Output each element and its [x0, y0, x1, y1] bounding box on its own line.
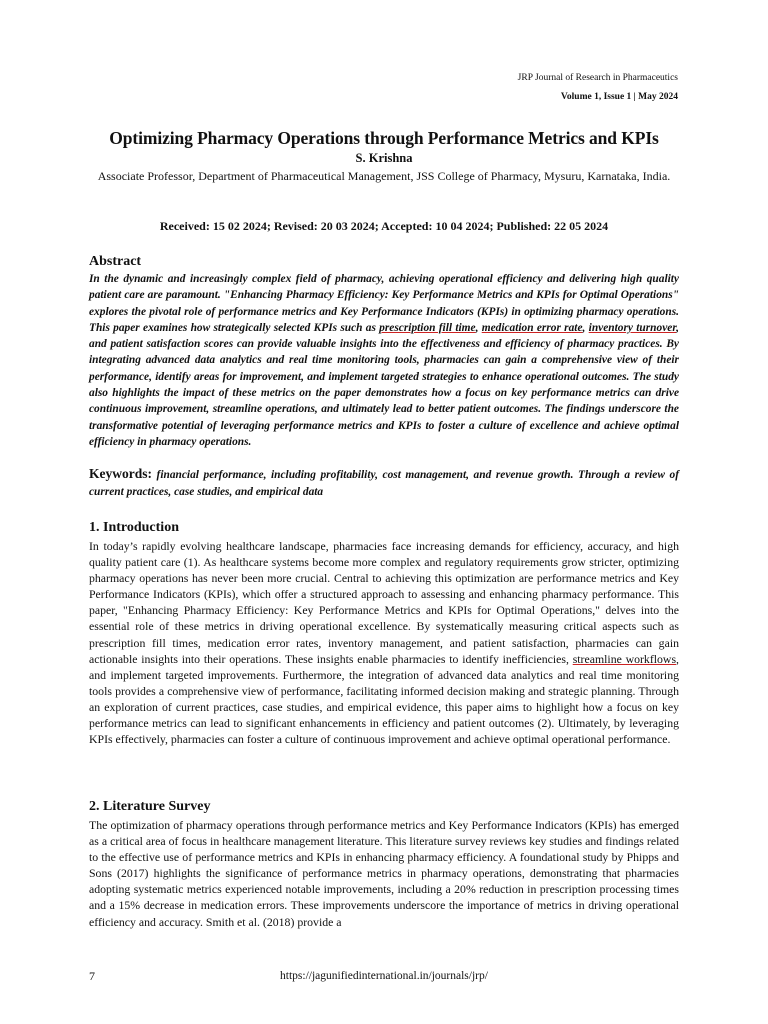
abstract-separator: ,: [475, 321, 482, 334]
streamline-workflows-link[interactable]: streamline workflows: [572, 651, 677, 666]
abstract-separator: ,: [582, 321, 589, 334]
abstract-heading: Abstract: [89, 254, 142, 269]
keywords-text: financial performance, including profitability, cost management, and revenue growth. Through a review of current practices, case studies, and empirical data: [89, 469, 679, 498]
literature-text: The optimization of pharmacy operations through performance metrics and Key Performance Indicators (KPIs) has emerged as a critical area of focus in healthcare management literature. This literature survey reviews key studies and findings related to the effective use of performance metrics and KPIs in enhancing pharmacy efficiency. A foundational study by Phipps and Sons (2017) highlights the significance of performance metrics in pharmacy operations, demonstrating that pharmacies adopting systematic metrics experienced notable improvements, including a 20% reduction in prescription processing times and a 15% decrease in medication errors. These improvements underscore the importance of metrics in driving operational efficiency and accuracy. Smith et al. (2018) provide a: [89, 818, 679, 929]
abstract-text-part: , and patient satisfaction scores can provide valuable insights into the effectiveness and efficiency of pharmacy practices. By integrating advanced data analytics and real time monitoring tools, pharmacies can gain a comprehensive view of their performance, identify areas for improvement, and implement targeted strategies to enhance operational outcomes. The study also highlights the impact of these metrics on the paper demonstrates how a focus on key performance metrics can drive continuous improvement, streamline operations, and ultimately lead to better patient outcomes. The findings underscore the transformative potential of leveraging performance metrics and KPIs to foster a culture of excellence and achieve optimal efficiency in pharmacy operations.: [89, 321, 679, 448]
abstract-text-part: In the dynamic and increasingly complex field of pharmacy, achieving operational efficiency and delivering high quality patient care are paramount. "Enhancing Pharmacy Efficiency: Key Performance Metrics and KPIs for Optimal Operations" explores the pivotal role of performance metrics and Key Performance Indicators (KPIs) in optimizing pharmacy operations. This paper examines how strategically selected KPIs such as: [89, 273, 679, 334]
author-name: S. Krishna: [355, 151, 413, 165]
paper-title: Optimizing Pharmacy Operations through Performance Metrics and KPIs: [109, 128, 659, 148]
abstract-text: [89, 271, 679, 450]
publication-dates: Received: 15 02 2024; Revised: 20 03 2024; Accepted: 10 04 2024; Published: 22 05 2024: [159, 219, 609, 233]
page-number: 7: [89, 969, 95, 983]
introduction-heading: 1. Introduction: [89, 520, 179, 535]
keywords-label: Keywords:: [89, 466, 152, 481]
author-affiliation: Associate Professor, Department of Pharmaceutical Management, JSS College of Pharmacy, Mysuru, Karnataka, India.: [97, 169, 671, 183]
keyword-link-prescription-fill-time[interactable]: prescription fill time: [379, 321, 476, 334]
literature-heading: 2. Literature Survey: [89, 799, 211, 814]
volume-issue: Volume 1, Issue 1 | May 2024: [560, 92, 678, 102]
footer-url[interactable]: https://jagunifiedinternational.in/journals/jrp/: [280, 970, 488, 982]
introduction-text-part: , and implement targeted improvements. Furthermore, the integration of advanced data analytics and real time monitoring tools provides a comprehensive view of performance, facilitating informed decision making and strategic planning. Through an exploration of current practices, case studies, and empirical evidence, this paper aims to highlight how a focus on key performance metrics can lead to significant enhancements in efficiency and patient outcomes (2). Ultimately, by leveraging KPIs effectively, pharmacies can foster a culture of continuous improvement and achieve optimal operational performance.: [89, 651, 679, 747]
keywords: [89, 465, 679, 501]
keyword-link-inventory-turnover[interactable]: inventory turnover: [588, 321, 677, 334]
introduction-text: [89, 538, 679, 747]
introduction-text-part: In today’s rapidly evolving healthcare landscape, pharmacies face increasing demands for efficiency, accuracy, and high quality patient care (1). As healthcare systems become more complex and regulatory requirements grow stricter, optimizing pharmacy operations has never been more crucial. Central to achieving this optimization are performance metrics and Key Performance Indicators (KPIs), which offer a structured approach to assessing and enhancing pharmacy performance. This paper, "Enhancing Pharmacy Efficiency: Key Performance Metrics and KPIs for Optimal Operations," delves into the essential role of these metrics in driving operational excellence. By systematically measuring critical aspects such as prescription fill times, medication error rates, inventory management, and patient satisfaction, pharmacies can gain actionable insights into their operations. These insights enable pharmacies to identify inefficiencies,: [89, 539, 679, 666]
keyword-link-medication-error-rate[interactable]: medication error rate: [481, 321, 583, 334]
journal-name: JRP Journal of Research in Pharmaceutics: [517, 73, 678, 83]
